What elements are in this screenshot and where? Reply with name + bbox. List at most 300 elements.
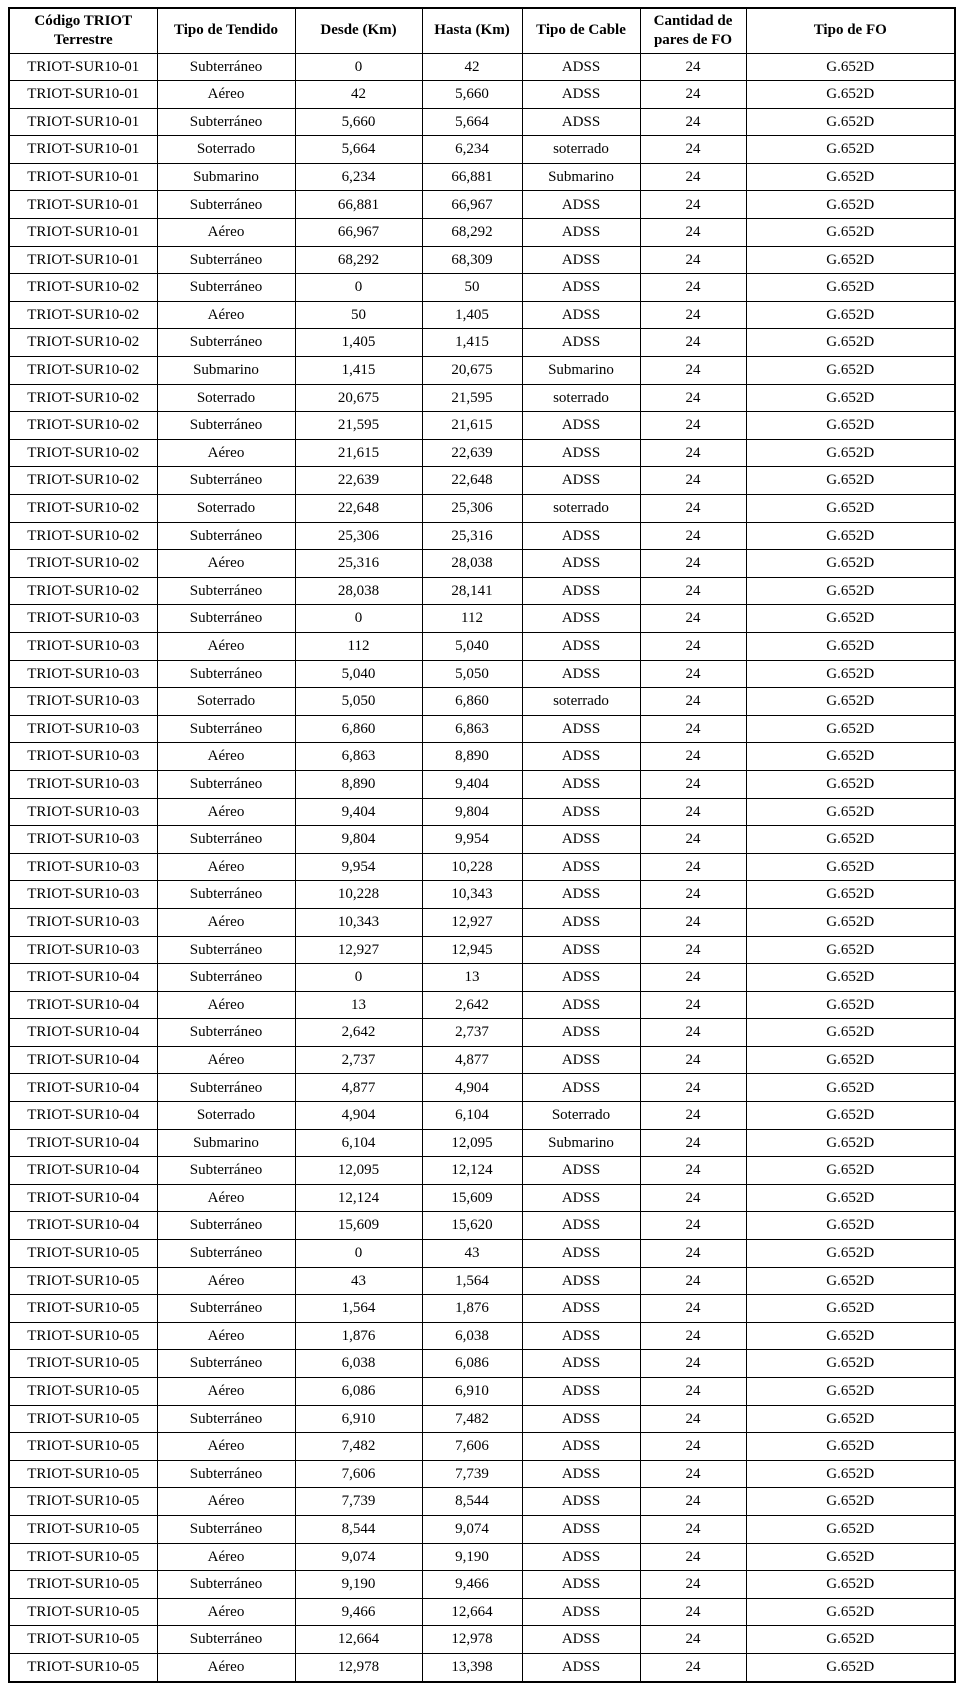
table-cell: 1,564 [295,1295,422,1323]
table-cell: 24 [640,1598,746,1626]
table-cell: 24 [640,329,746,357]
table-cell: 6,860 [295,715,422,743]
table-row [9,1653,955,1681]
table-cell: 9,954 [422,826,522,854]
table-row [9,798,955,826]
table-cell: G.652D [746,1267,955,1295]
table-cell: G.652D [746,274,955,302]
table-cell: 50 [295,301,422,329]
table-cell: 24 [640,1626,746,1654]
table-cell: Subterráneo [157,1019,295,1047]
table-cell: 28,038 [295,577,422,605]
table-cell: TRIOT-SUR10-03 [9,632,157,660]
table-cell: Subterráneo [157,1350,295,1378]
table-cell: 28,141 [422,577,522,605]
table-row [9,881,955,909]
table-cell: TRIOT-SUR10-03 [9,908,157,936]
table-cell: soterrado [522,688,640,716]
table-cell: ADSS [522,605,640,633]
table-row [9,1350,955,1378]
table-cell: TRIOT-SUR10-02 [9,384,157,412]
table-cell: Aéreo [157,1598,295,1626]
table-cell: 24 [640,1433,746,1461]
table-cell: Submarino [522,1129,640,1157]
table-cell: 24 [640,246,746,274]
table-cell: ADSS [522,853,640,881]
table-cell: G.652D [746,108,955,136]
table-cell: G.652D [746,743,955,771]
table-cell: 1,415 [295,357,422,385]
table-cell: 24 [640,1102,746,1130]
table-cell: TRIOT-SUR10-04 [9,964,157,992]
table-cell: Subterráneo [157,1515,295,1543]
table-cell: ADSS [522,1184,640,1212]
table-cell: TRIOT-SUR10-03 [9,853,157,881]
table-cell: ADSS [522,1653,640,1681]
header-row [9,8,955,53]
table-cell: 24 [640,826,746,854]
table-cell: G.652D [746,605,955,633]
table-cell: 112 [422,605,522,633]
table-cell: 24 [640,1350,746,1378]
table-cell: TRIOT-SUR10-02 [9,439,157,467]
table-row [9,770,955,798]
table-cell: 24 [640,715,746,743]
table-cell: ADSS [522,1157,640,1185]
table-cell: G.652D [746,1046,955,1074]
table-cell: 24 [640,136,746,164]
table-cell: ADSS [522,1322,640,1350]
table-row [9,1543,955,1571]
table-cell: ADSS [522,908,640,936]
table-cell: Subterráneo [157,936,295,964]
table-cell: 66,881 [422,163,522,191]
table-cell: Aéreo [157,1378,295,1406]
table-cell: 7,606 [422,1433,522,1461]
table-cell: Aéreo [157,632,295,660]
table-cell: soterrado [522,495,640,523]
table-row [9,1571,955,1599]
table-cell: 7,739 [295,1488,422,1516]
table-cell: 66,967 [295,219,422,247]
table-cell: 6,038 [295,1350,422,1378]
table-cell: TRIOT-SUR10-03 [9,743,157,771]
table-cell: 12,978 [422,1626,522,1654]
table-row [9,660,955,688]
table-cell: 10,343 [295,908,422,936]
table-cell: 21,595 [295,412,422,440]
table-header [9,8,955,53]
table-cell: G.652D [746,1212,955,1240]
table-cell: 24 [640,798,746,826]
table-cell: 42 [422,53,522,81]
table-row [9,991,955,1019]
table-cell: Subterráneo [157,246,295,274]
table-cell: 9,404 [295,798,422,826]
table-cell: G.652D [746,1240,955,1268]
table-cell: TRIOT-SUR10-01 [9,108,157,136]
table-row [9,219,955,247]
table-row [9,1019,955,1047]
table-cell: 24 [640,991,746,1019]
header-tipo-de-tendido: Tipo de Tendido [157,8,295,53]
table-cell: 0 [295,964,422,992]
table-cell: 10,228 [422,853,522,881]
table-cell: Aéreo [157,219,295,247]
table-cell: TRIOT-SUR10-05 [9,1267,157,1295]
table-cell: G.652D [746,577,955,605]
table-cell: 6,038 [422,1322,522,1350]
table-cell: TRIOT-SUR10-01 [9,219,157,247]
table-cell: 9,804 [422,798,522,826]
table-cell: Subterráneo [157,715,295,743]
table-cell: G.652D [746,1515,955,1543]
table-row [9,1598,955,1626]
table-cell: TRIOT-SUR10-03 [9,936,157,964]
table-row [9,743,955,771]
table-cell: 9,804 [295,826,422,854]
table-cell: G.652D [746,522,955,550]
table-cell: 0 [295,1240,422,1268]
table-cell: 12,124 [295,1184,422,1212]
table-cell: Subterráneo [157,1626,295,1654]
table-cell: ADSS [522,1571,640,1599]
table-cell: TRIOT-SUR10-04 [9,1212,157,1240]
table-cell: G.652D [746,1074,955,1102]
table-row [9,1184,955,1212]
table-cell: 68,309 [422,246,522,274]
table-cell: TRIOT-SUR10-01 [9,81,157,109]
table-cell: 22,639 [295,467,422,495]
table-row [9,1157,955,1185]
table-cell: 25,306 [422,495,522,523]
table-cell: G.652D [746,301,955,329]
table-cell: G.652D [746,495,955,523]
table-cell: ADSS [522,329,640,357]
table-cell: soterrado [522,136,640,164]
table-cell: ADSS [522,770,640,798]
table-cell: Subterráneo [157,577,295,605]
table-cell: ADSS [522,412,640,440]
table-cell: Submarino [157,357,295,385]
table-row [9,108,955,136]
table-cell: TRIOT-SUR10-04 [9,1074,157,1102]
table-row [9,1322,955,1350]
table-cell: TRIOT-SUR10-05 [9,1653,157,1681]
table-cell: 50 [422,274,522,302]
table-row [9,1626,955,1654]
table-row [9,191,955,219]
table-cell: G.652D [746,688,955,716]
table-cell: G.652D [746,1350,955,1378]
table-cell: ADSS [522,826,640,854]
table-cell: TRIOT-SUR10-03 [9,798,157,826]
table-cell: TRIOT-SUR10-05 [9,1433,157,1461]
table-cell: TRIOT-SUR10-04 [9,1046,157,1074]
table-cell: ADSS [522,550,640,578]
table-row [9,550,955,578]
table-cell: G.652D [746,908,955,936]
table-cell: Submarino [522,357,640,385]
table-cell: 9,074 [295,1543,422,1571]
table-cell: 24 [640,1019,746,1047]
table-cell: Subterráneo [157,1212,295,1240]
table-cell: 25,316 [295,550,422,578]
table-row [9,1129,955,1157]
table-cell: 6,863 [295,743,422,771]
table-cell: G.652D [746,329,955,357]
table-cell: TRIOT-SUR10-05 [9,1295,157,1323]
table-row [9,246,955,274]
table-cell: 1,405 [422,301,522,329]
table-cell: 13,398 [422,1653,522,1681]
table-cell: TRIOT-SUR10-03 [9,660,157,688]
table-cell: 21,615 [295,439,422,467]
table-cell: 24 [640,1543,746,1571]
table-cell: G.652D [746,191,955,219]
table-cell: 24 [640,108,746,136]
table-cell: 24 [640,163,746,191]
table-row [9,495,955,523]
table-cell: 21,615 [422,412,522,440]
table-cell: 24 [640,1460,746,1488]
table-cell: 0 [295,274,422,302]
table-cell: Subterráneo [157,1074,295,1102]
table-row [9,1102,955,1130]
table-cell: Subterráneo [157,329,295,357]
table-cell: 7,482 [295,1433,422,1461]
table-cell: 6,086 [295,1378,422,1406]
table-cell: 24 [640,660,746,688]
table-row [9,936,955,964]
table-cell: ADSS [522,246,640,274]
table-cell: TRIOT-SUR10-05 [9,1378,157,1406]
table-cell: TRIOT-SUR10-02 [9,467,157,495]
table-cell: 1,415 [422,329,522,357]
table-cell: 24 [640,1157,746,1185]
table-cell: TRIOT-SUR10-03 [9,826,157,854]
table-cell: 24 [640,357,746,385]
table-row [9,577,955,605]
table-cell: G.652D [746,1405,955,1433]
table-cell: ADSS [522,301,640,329]
table-cell: ADSS [522,1074,640,1102]
table-cell: TRIOT-SUR10-05 [9,1460,157,1488]
table-cell: 68,292 [422,219,522,247]
table-row [9,1240,955,1268]
table-cell: TRIOT-SUR10-02 [9,522,157,550]
table-cell: Aéreo [157,301,295,329]
table-cell: 24 [640,219,746,247]
table-row [9,301,955,329]
table-cell: TRIOT-SUR10-05 [9,1571,157,1599]
table-cell: Submarino [157,163,295,191]
table-cell: ADSS [522,991,640,1019]
table-cell: 9,190 [422,1543,522,1571]
table-cell: 1,405 [295,329,422,357]
table-cell: ADSS [522,1460,640,1488]
table-cell: 4,904 [422,1074,522,1102]
table-cell: Soterrado [157,495,295,523]
table-cell: 24 [640,1074,746,1102]
table-cell: ADSS [522,1212,640,1240]
table-cell: ADSS [522,715,640,743]
table-cell: TRIOT-SUR10-05 [9,1543,157,1571]
header-tipo-de-fo: Tipo de FO [746,8,955,53]
table-cell: 8,544 [422,1488,522,1516]
table-cell: Aéreo [157,1543,295,1571]
table-row [9,412,955,440]
table-cell: 42 [295,81,422,109]
table-cell: Subterráneo [157,522,295,550]
table-cell: TRIOT-SUR10-02 [9,577,157,605]
table-cell: 20,675 [422,357,522,385]
table-cell: 9,190 [295,1571,422,1599]
table-cell: G.652D [746,1571,955,1599]
table-cell: 6,860 [422,688,522,716]
table-cell: G.652D [746,1460,955,1488]
table-cell: ADSS [522,1515,640,1543]
table-cell: 24 [640,1405,746,1433]
table-cell: Soterrado [157,384,295,412]
table-cell: ADSS [522,632,640,660]
table-cell: 8,890 [295,770,422,798]
table-cell: Subterráneo [157,1240,295,1268]
table-row [9,136,955,164]
table-cell: ADSS [522,1350,640,1378]
table-cell: G.652D [746,53,955,81]
table-cell: G.652D [746,246,955,274]
table-cell: 5,664 [422,108,522,136]
table-cell: 24 [640,1046,746,1074]
table-cell: Aéreo [157,550,295,578]
table-cell: TRIOT-SUR10-03 [9,715,157,743]
table-row [9,908,955,936]
table-cell: Soterrado [157,136,295,164]
table-row [9,1460,955,1488]
table-cell: G.652D [746,412,955,440]
header-desde-km: Desde (Km) [295,8,422,53]
table-cell: 24 [640,908,746,936]
table-cell: G.652D [746,384,955,412]
table-cell: 4,904 [295,1102,422,1130]
table-cell: 112 [295,632,422,660]
table-cell: 6,910 [422,1378,522,1406]
table-cell: 24 [640,495,746,523]
table-cell: 9,466 [295,1598,422,1626]
table-cell: G.652D [746,1019,955,1047]
table-cell: 9,954 [295,853,422,881]
table-row [9,1405,955,1433]
table-cell: G.652D [746,770,955,798]
table-cell: G.652D [746,798,955,826]
table-cell: 7,482 [422,1405,522,1433]
table-cell: 24 [640,1240,746,1268]
table-cell: ADSS [522,577,640,605]
table-cell: ADSS [522,191,640,219]
table-cell: G.652D [746,1157,955,1185]
table-cell: 12,095 [295,1157,422,1185]
table-cell: ADSS [522,1295,640,1323]
table-row [9,853,955,881]
table-cell: G.652D [746,219,955,247]
table-cell: soterrado [522,384,640,412]
table-cell: Subterráneo [157,274,295,302]
table-cell: 28,038 [422,550,522,578]
table-cell: 15,609 [422,1184,522,1212]
table-cell: 24 [640,412,746,440]
table-cell: 24 [640,274,746,302]
table-cell: G.652D [746,1322,955,1350]
table-cell: Soterrado [157,1102,295,1130]
table-cell: 9,074 [422,1515,522,1543]
table-cell: G.652D [746,439,955,467]
table-cell: ADSS [522,1598,640,1626]
table-cell: ADSS [522,1267,640,1295]
table-cell: 24 [640,964,746,992]
table-cell: ADSS [522,1046,640,1074]
table-cell: G.652D [746,163,955,191]
table-cell: TRIOT-SUR10-03 [9,881,157,909]
table-cell: TRIOT-SUR10-04 [9,1157,157,1185]
table-body [9,53,955,1682]
table-cell: TRIOT-SUR10-03 [9,688,157,716]
table-cell: G.652D [746,1653,955,1681]
table-cell: Aéreo [157,991,295,1019]
table-cell: G.652D [746,1295,955,1323]
table-cell: 25,316 [422,522,522,550]
table-cell: Submarino [157,1129,295,1157]
table-row [9,1212,955,1240]
table-cell: TRIOT-SUR10-05 [9,1405,157,1433]
table-cell: 15,609 [295,1212,422,1240]
table-cell: G.652D [746,1433,955,1461]
table-cell: 1,876 [295,1322,422,1350]
table-cell: G.652D [746,1378,955,1406]
table-cell: 2,642 [295,1019,422,1047]
table-cell: Subterráneo [157,1460,295,1488]
table-cell: 24 [640,81,746,109]
table-cell: 22,648 [295,495,422,523]
table-cell: Aéreo [157,743,295,771]
table-cell: 24 [640,384,746,412]
table-row [9,605,955,633]
table-cell: G.652D [746,826,955,854]
table-cell: 12,945 [422,936,522,964]
table-row [9,1433,955,1461]
table-cell: ADSS [522,522,640,550]
table-cell: TRIOT-SUR10-02 [9,357,157,385]
table-cell: 24 [640,1515,746,1543]
table-cell: ADSS [522,1378,640,1406]
table-cell: Subterráneo [157,605,295,633]
table-cell: 5,040 [295,660,422,688]
table-cell: TRIOT-SUR10-04 [9,1019,157,1047]
table-cell: TRIOT-SUR10-05 [9,1240,157,1268]
table-cell: ADSS [522,881,640,909]
table-cell: ADSS [522,1488,640,1516]
table-cell: 13 [295,991,422,1019]
table-cell: 24 [640,577,746,605]
table-cell: TRIOT-SUR10-05 [9,1598,157,1626]
table-cell: 24 [640,53,746,81]
table-cell: 24 [640,936,746,964]
table-cell: G.652D [746,1543,955,1571]
table-cell: 24 [640,605,746,633]
table-cell: Subterráneo [157,1157,295,1185]
table-cell: 24 [640,632,746,660]
table-cell: 24 [640,1295,746,1323]
